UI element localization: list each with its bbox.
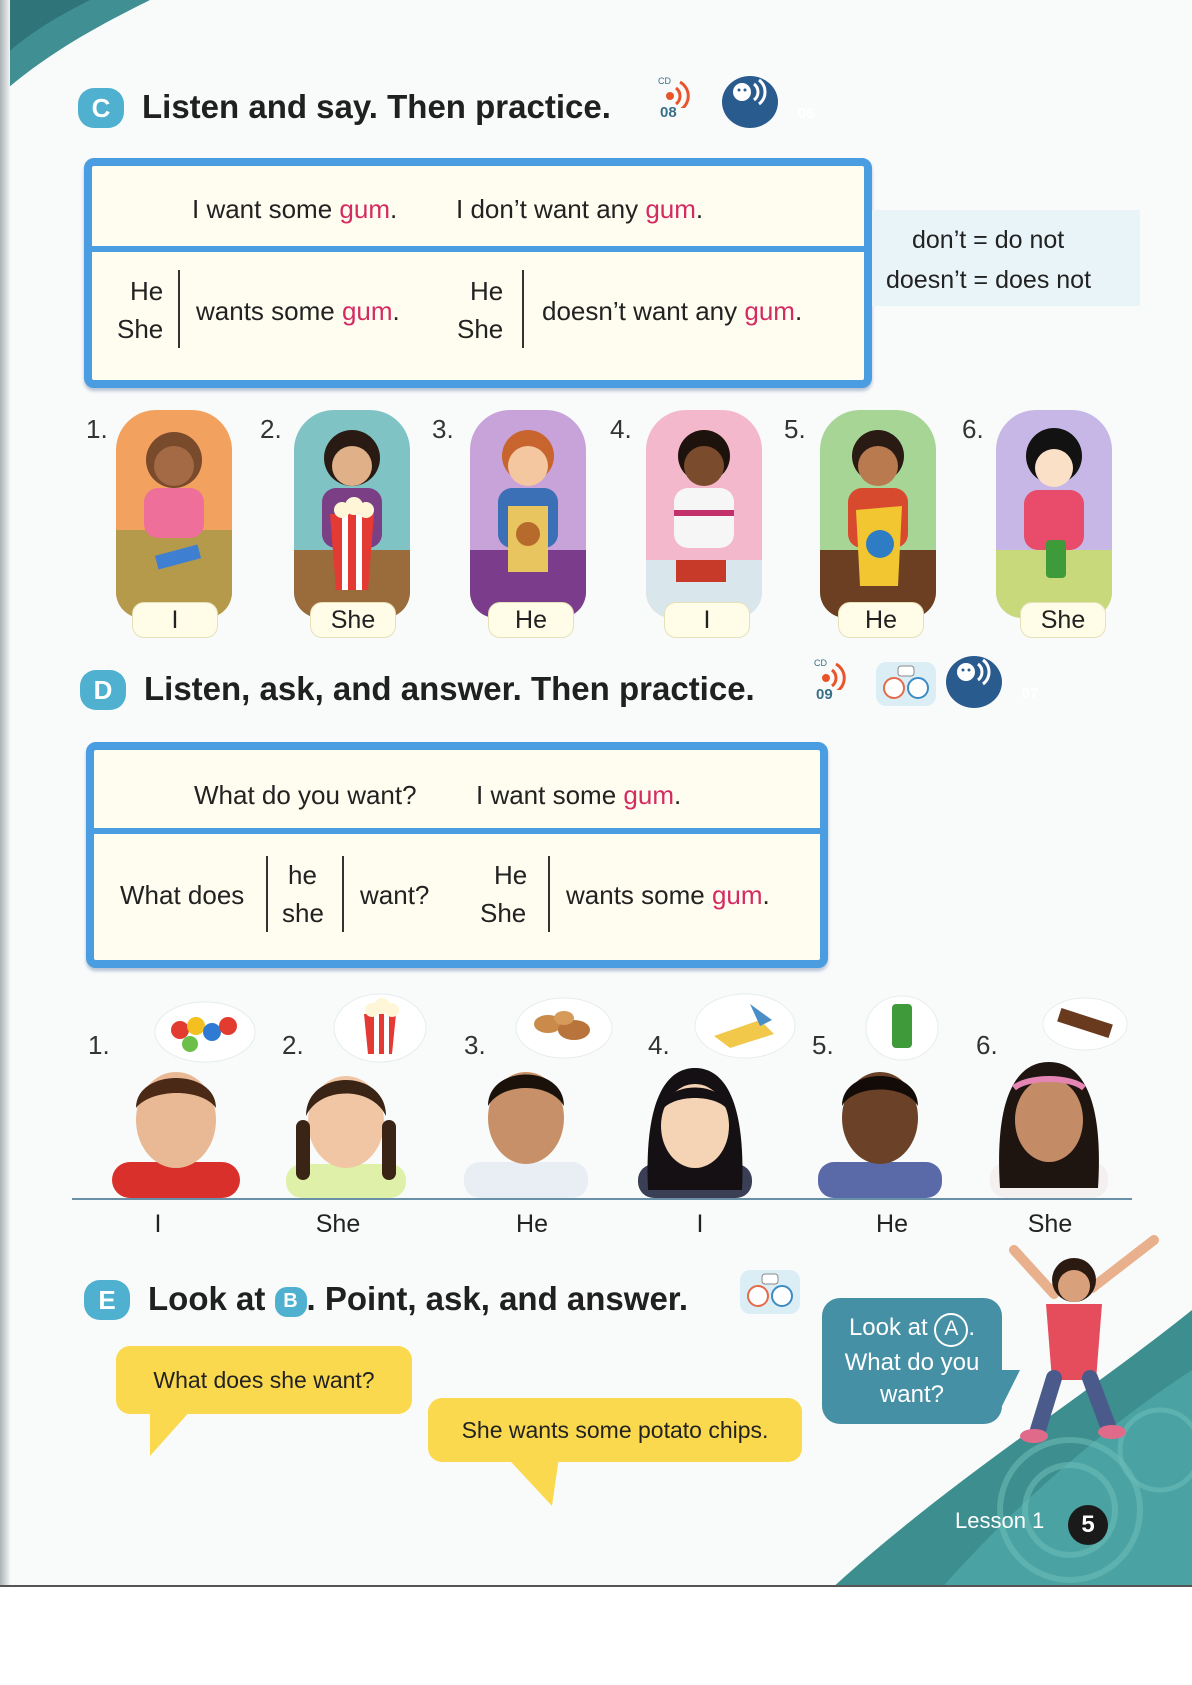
pronoun-he-lower: he bbox=[288, 860, 317, 890]
cartoon-card-popcorn bbox=[294, 410, 410, 618]
grammar-d-question: What do you want? bbox=[194, 780, 417, 810]
item-number: 6. bbox=[976, 1030, 998, 1060]
pronoun-tag: He bbox=[488, 602, 574, 638]
what-does-text: What does bbox=[120, 880, 245, 910]
item-number: 4. bbox=[648, 1030, 670, 1060]
lesson-label: Lesson 1 bbox=[955, 1508, 1045, 1533]
question-bubble: What does she want? bbox=[116, 1346, 412, 1414]
boy-chocolate-illustration bbox=[646, 410, 762, 618]
callout-line-3: want? bbox=[879, 1381, 945, 1408]
svg-text:CD: CD bbox=[814, 658, 827, 668]
grammar-d-row2-answer: wants some gum. bbox=[566, 880, 770, 910]
section-d-title: Listen, ask, and answer. Then practice. bbox=[144, 670, 755, 707]
grammar-box-d bbox=[86, 742, 828, 968]
thought-bubble-popcorn bbox=[330, 990, 430, 1066]
grammar-separator bbox=[266, 856, 268, 932]
photo-pronoun: I bbox=[154, 1210, 162, 1238]
photo-pronoun: She bbox=[1027, 1210, 1073, 1238]
boy-chips-illustration bbox=[820, 410, 936, 618]
jumping-girl-photo bbox=[984, 1230, 1164, 1450]
grammar-c-row1-a: I want some gum. bbox=[192, 194, 398, 224]
page-bottom-margin bbox=[0, 1585, 1192, 1685]
item-number: 1. bbox=[88, 1030, 110, 1060]
item-number: 4. bbox=[610, 414, 632, 444]
cartoon-card-gum bbox=[116, 410, 232, 618]
section-e-title: Look at B . Point, ask, and answer. bbox=[148, 1280, 688, 1317]
face-audio-icon bbox=[722, 76, 778, 106]
item-number: 5. bbox=[784, 414, 806, 444]
digital-audio-icon[interactable] bbox=[946, 656, 1039, 708]
pronoun-tag: She bbox=[310, 602, 396, 638]
photo-pronoun: He bbox=[516, 1210, 548, 1238]
item-number: 2. bbox=[260, 414, 282, 444]
section-d-badge: D bbox=[80, 670, 126, 710]
cd-track-number: 08 bbox=[660, 104, 677, 121]
boy-photo-5 bbox=[818, 1054, 942, 1198]
talking-faces-icon bbox=[876, 662, 936, 706]
digital-track-number: 07 bbox=[1021, 685, 1039, 702]
item-number: 2. bbox=[282, 1030, 304, 1060]
corner-decoration bbox=[0, 0, 160, 100]
pair-talk-icon[interactable] bbox=[740, 1270, 800, 1314]
section-b-reference: B bbox=[275, 1287, 307, 1317]
callout-line-1: Look at A . bbox=[822, 1298, 1002, 1347]
contraction-doesnt: doesn’t = does not bbox=[886, 266, 1092, 294]
grammar-box-c bbox=[84, 158, 872, 388]
item-number: 5. bbox=[812, 1030, 834, 1060]
pair-talk-icon[interactable] bbox=[876, 662, 936, 706]
girl-gum-illustration bbox=[116, 410, 232, 618]
pronoun-tag: She bbox=[1020, 602, 1106, 638]
svg-text:CD: CD bbox=[658, 76, 671, 86]
grammar-separator bbox=[342, 856, 344, 932]
callout-line-2: What do you bbox=[844, 1349, 980, 1376]
page-gutter-shadow bbox=[0, 0, 10, 1685]
item-number: 6. bbox=[962, 414, 984, 444]
thought-bubble-chocolate bbox=[1040, 996, 1130, 1054]
photo-baseline bbox=[72, 1198, 1132, 1200]
photo-pronoun: I bbox=[696, 1210, 704, 1238]
contraction-dont: don’t = do not bbox=[912, 226, 1065, 254]
cartoon-card-nuts bbox=[470, 410, 586, 618]
grammar-c-row2-b: doesn’t want any gum. bbox=[542, 296, 803, 326]
cd-audio-icon[interactable] bbox=[656, 74, 700, 126]
digital-audio-icon[interactable] bbox=[722, 76, 815, 128]
talking-faces-icon bbox=[740, 1270, 800, 1314]
pronoun-she: She bbox=[457, 314, 504, 344]
digital-track-number: 06 bbox=[797, 105, 815, 122]
boy-photo-3 bbox=[464, 1054, 588, 1198]
section-a-reference: A bbox=[934, 1313, 968, 1347]
pronoun-he: He bbox=[130, 276, 164, 306]
girl-popcorn-illustration bbox=[294, 410, 410, 618]
item-number: 1. bbox=[86, 414, 108, 444]
grammar-d-answer: I want some gum. bbox=[476, 780, 682, 810]
pronoun-she-lower: she bbox=[282, 898, 324, 928]
pronoun-he: He bbox=[470, 276, 504, 306]
pronoun-tag: I bbox=[132, 602, 218, 638]
item-number: 3. bbox=[464, 1030, 486, 1060]
section-c-badge: C bbox=[78, 88, 124, 128]
cartoon-card-chips bbox=[820, 410, 936, 618]
grammar-c-row2-a: wants some gum. bbox=[196, 296, 400, 326]
pronoun-tag: I bbox=[664, 602, 750, 638]
page-number: 5 bbox=[1068, 1505, 1108, 1545]
cd-audio-icon[interactable] bbox=[812, 656, 856, 708]
girl-photo-4 bbox=[630, 1060, 760, 1198]
girl-photo-6 bbox=[984, 1054, 1114, 1198]
photo-pronoun: He bbox=[876, 1210, 908, 1238]
cartoon-card-chocolate bbox=[646, 410, 762, 618]
boy-nuts-illustration bbox=[470, 410, 586, 618]
grammar-separator bbox=[178, 270, 180, 348]
item-number: 3. bbox=[432, 414, 454, 444]
cartoon-card-soda bbox=[996, 410, 1112, 618]
pronoun-she: She bbox=[480, 898, 527, 928]
audio-signal-icon bbox=[656, 74, 700, 108]
audio-signal-icon bbox=[812, 656, 856, 690]
photo-pronoun: She bbox=[315, 1210, 361, 1238]
pronoun-she: She bbox=[117, 314, 164, 344]
grammar-separator bbox=[522, 270, 524, 348]
section-e-badge: E bbox=[84, 1280, 130, 1320]
answer-bubble: She wants some potato chips. bbox=[428, 1398, 802, 1462]
grammar-divider bbox=[92, 246, 864, 252]
girl-photo-2 bbox=[276, 1060, 416, 1198]
thought-bubble-nuts bbox=[512, 996, 616, 1062]
grammar-separator bbox=[548, 856, 550, 932]
callout-bubble bbox=[822, 1298, 1002, 1424]
want-question: want? bbox=[360, 880, 430, 910]
girl-soda-illustration bbox=[996, 410, 1112, 618]
thought-bubble-chips bbox=[690, 990, 800, 1062]
section-c-title: Listen and say. Then practice. bbox=[142, 88, 611, 125]
pronoun-he: He bbox=[494, 860, 528, 890]
boy-photo-1 bbox=[112, 1058, 240, 1198]
pronoun-tag: He bbox=[838, 602, 924, 638]
grammar-divider bbox=[94, 828, 820, 834]
face-audio-icon bbox=[946, 656, 1002, 686]
grammar-c-row1-b: I don’t want any gum. bbox=[456, 194, 704, 224]
cd-track-number: 09 bbox=[816, 686, 833, 703]
